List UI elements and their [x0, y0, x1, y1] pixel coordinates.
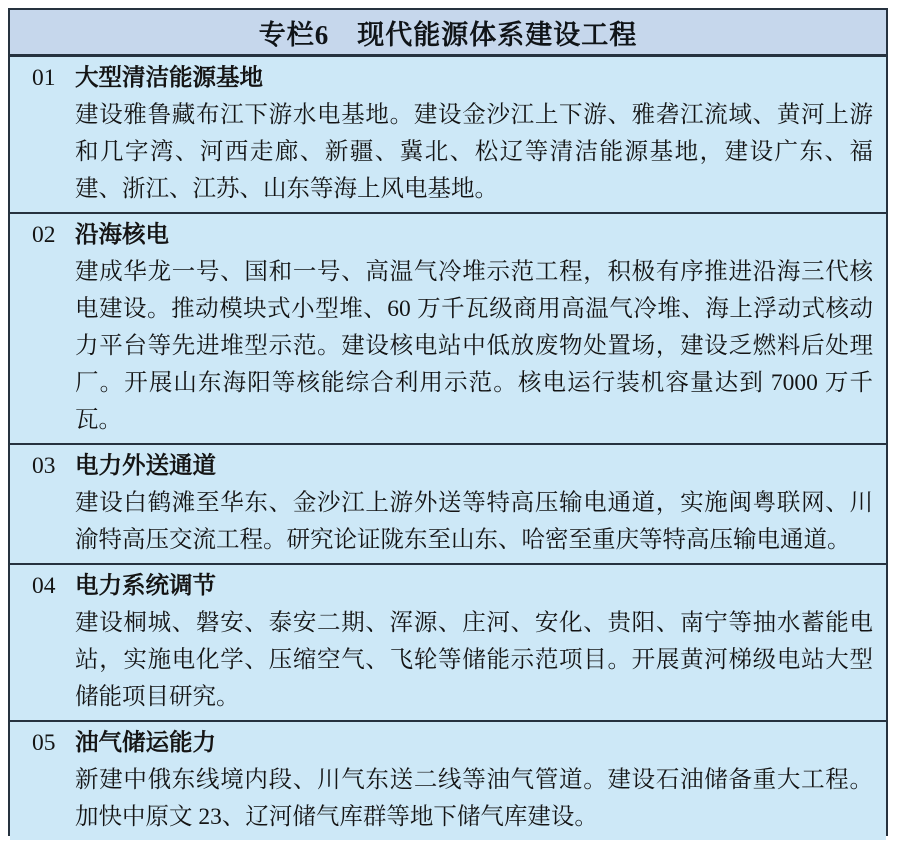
section-title: 电力系统调节	[75, 573, 216, 599]
section-heading	[10, 60, 886, 97]
section-clean-energy-bases	[10, 57, 886, 212]
section-title: 电力外送通道	[75, 453, 216, 479]
section-title: 沿海核电	[75, 222, 169, 248]
panel-header	[10, 10, 886, 57]
section-heading	[10, 217, 886, 254]
section-body: 建设桐城、磐安、泰安二期、浑源、庄河、安化、贵阳、南宁等抽水蓄能电站，实施电化学、压缩空气、飞轮等储能示范项目。开展黄河梯级电站大型储能项目研究。	[75, 610, 873, 710]
section-number: 05	[32, 730, 56, 756]
section-body: 建设雅鲁藏布江下游水电基地。建设金沙江上下游、雅砻江流域、黄河上游和几字湾、河西走廊、新疆、冀北、松辽等清洁能源基地，建设广东、福建、浙江、江苏、山东等海上风电基地。	[75, 102, 873, 202]
section-oil-gas-storage	[10, 720, 886, 840]
section-heading	[10, 568, 886, 605]
section-coastal-nuclear	[10, 212, 886, 443]
section-body: 建成华龙一号、国和一号、高温气冷堆示范工程，积极有序推进沿海三代核电建设。推动模块式小型堆、60 万千瓦级商用高温气冷堆、海上浮动式核动力平台等先进堆型示范。建设核电站中低放废物处置场，建设乏燃料后处理厂。开展山东海阳等核能综合利用示范。核电运行装机容量达到 7000 万千瓦。	[75, 259, 873, 433]
section-title: 大型清洁能源基地	[75, 65, 263, 91]
section-title: 油气储运能力	[75, 730, 216, 756]
section-body: 建设白鹤滩至华东、金沙江上游外送等特高压输电通道，实施闽粤联网、川渝特高压交流工程。研究论证陇东至山东、哈密至重庆等特高压输电通道。	[75, 490, 873, 553]
panel-title: 专栏6 现代能源体系建设工程	[258, 19, 638, 50]
section-heading	[10, 725, 886, 762]
section-number: 02	[32, 222, 56, 248]
section-heading	[10, 448, 886, 485]
energy-program-panel	[8, 8, 888, 836]
section-body: 新建中俄东线境内段、川气东送二线等油气管道。建设石油储备重大工程。加快中原文 23、辽河储气库群等地下储气库建设。	[75, 767, 873, 830]
section-number: 03	[32, 453, 56, 479]
section-number: 01	[32, 65, 56, 91]
section-grid-regulation	[10, 563, 886, 720]
section-power-transmission	[10, 443, 886, 563]
section-number: 04	[32, 573, 56, 599]
